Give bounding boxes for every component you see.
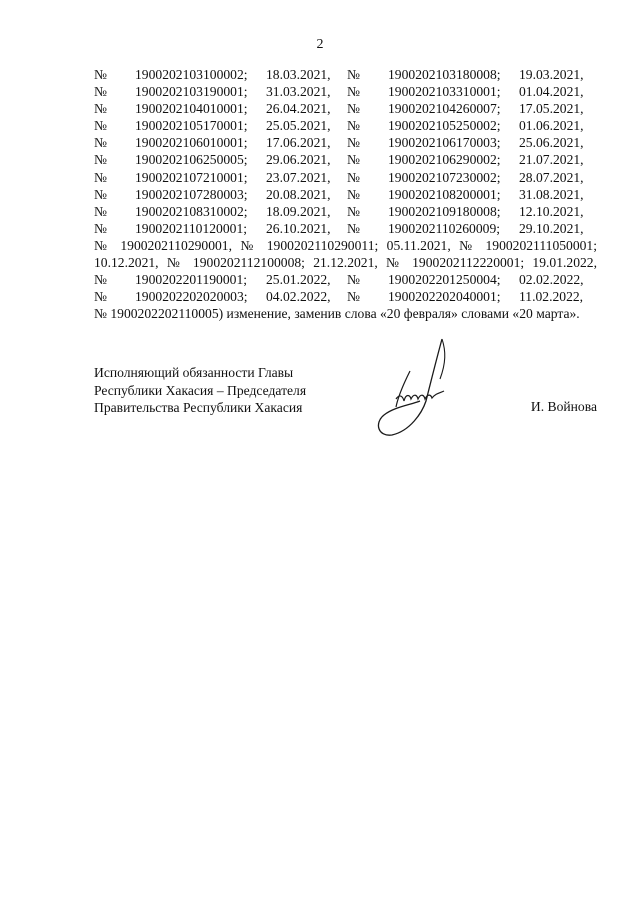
record-list	[94, 66, 597, 237]
text-line-12: 10.12.2021, № 1900202112100008; 21.12.2021, № 1900202112220001; 19.01.2022,	[94, 255, 597, 271]
record-row	[94, 220, 597, 237]
record-row	[94, 203, 597, 220]
record-number: 1900202201250004;	[388, 272, 501, 288]
signatory-line-1: Исполняющий обязанности Главы	[94, 365, 294, 380]
record-number: 1900202104260007;	[388, 101, 501, 117]
record-number: 1900202107210001;	[135, 169, 248, 185]
record-date: 31.03.2021,	[266, 84, 331, 100]
number-sign: №	[94, 118, 107, 134]
record-number: 1900202106290002;	[388, 152, 501, 168]
record-date: 18.03.2021,	[266, 67, 331, 82]
record-number: 1900202201190001;	[135, 272, 248, 288]
record-number: 1900202105170001;	[135, 118, 248, 134]
page-number: 2	[316, 37, 324, 52]
signatory-line-2: Республики Хакасия – Председателя	[94, 382, 307, 398]
number-sign: №	[347, 203, 360, 219]
record-number: 1900202106250005;	[135, 152, 248, 168]
record-number: 1900202104010001;	[135, 101, 248, 117]
record-row	[94, 100, 597, 117]
record-row	[94, 151, 597, 168]
number-sign: №	[94, 135, 107, 151]
number-sign: №	[347, 118, 360, 134]
number-sign: №	[347, 67, 360, 82]
record-number: 1900202106010001;	[135, 135, 248, 151]
record-number: 1900202103310001;	[388, 84, 501, 100]
record-date: 18.09.2021,	[266, 203, 331, 219]
number-sign: №	[94, 220, 107, 236]
record-number: 1900202107230002;	[388, 169, 501, 185]
record-date: 29.10.2021,	[519, 220, 584, 236]
record-row	[94, 288, 597, 305]
number-sign: №	[94, 84, 107, 100]
record-number: 1900202107280003;	[135, 186, 248, 202]
number-sign: №	[94, 67, 107, 82]
record-date: 11.02.2022,	[519, 289, 584, 305]
number-sign: №	[94, 186, 107, 202]
record-date: 25.01.2022,	[266, 272, 331, 288]
number-sign: №	[347, 186, 360, 202]
record-number: 1900202108310002;	[135, 203, 248, 219]
record-row	[94, 66, 597, 83]
number-sign: №	[94, 101, 107, 117]
record-number: 1900202202040001;	[388, 289, 501, 305]
record-date: 02.02.2022,	[519, 272, 584, 288]
number-sign: №	[347, 84, 360, 100]
signatory-name: И. Войнова	[530, 399, 597, 414]
signatory-title	[94, 364, 306, 417]
record-number: 1900202110120001;	[135, 220, 248, 236]
number-sign: №	[347, 272, 360, 288]
number-sign: №	[347, 289, 360, 305]
record-date: 19.03.2021,	[519, 67, 584, 82]
record-row	[94, 134, 597, 151]
number-sign: №	[94, 289, 107, 305]
text-line-11: № 1900202110290001, № 1900202110290011; 05.11.2021, № 1900202111050001;	[94, 237, 597, 253]
signatory-line-3: Правительства Республики Хакасия	[94, 400, 303, 415]
record-date: 20.08.2021,	[266, 186, 331, 202]
record-date: 17.05.2021,	[519, 101, 584, 117]
record-date: 17.06.2021,	[266, 135, 331, 151]
record-date: 01.04.2021,	[519, 84, 584, 100]
number-sign: №	[94, 169, 107, 185]
record-number: 1900202110260009;	[388, 220, 501, 236]
record-date: 21.07.2021,	[519, 152, 584, 168]
record-date: 26.04.2021,	[266, 101, 331, 117]
record-number: 1900202106170003;	[388, 135, 501, 151]
number-sign: №	[347, 152, 360, 168]
record-row	[94, 169, 597, 186]
record-date: 31.08.2021,	[519, 186, 584, 202]
number-sign: №	[347, 135, 360, 151]
record-row	[94, 186, 597, 203]
record-date: 29.06.2021,	[266, 152, 331, 168]
record-date: 23.07.2021,	[266, 169, 331, 185]
record-date: 25.05.2021,	[266, 118, 331, 134]
record-date: 28.07.2021,	[519, 169, 584, 185]
record-date: 25.06.2021,	[519, 135, 584, 151]
record-number: 1900202103180008;	[388, 67, 501, 82]
number-sign: №	[94, 272, 107, 288]
record-row	[94, 117, 597, 134]
record-number: 1900202105250002;	[388, 118, 501, 134]
record-row	[94, 271, 597, 288]
record-number: 1900202103190001;	[135, 84, 248, 100]
record-row	[94, 83, 597, 100]
record-date: 04.02.2022,	[266, 289, 331, 305]
number-sign: №	[347, 169, 360, 185]
record-date: 12.10.2021,	[519, 203, 584, 219]
record-number: 1900202103100002;	[135, 67, 248, 82]
record-date: 26.10.2021,	[266, 220, 331, 236]
record-number: 1900202108200001;	[388, 186, 501, 202]
record-date: 01.06.2021,	[519, 118, 584, 134]
number-sign: №	[347, 220, 360, 236]
number-sign: №	[94, 203, 107, 219]
number-sign: №	[94, 152, 107, 168]
record-list-2	[94, 271, 597, 305]
record-number: 1900202202020003;	[135, 289, 248, 305]
record-number: 1900202109180008;	[388, 203, 501, 219]
decision-text	[94, 66, 597, 322]
text-last-line: № 1900202202110005) изменение, заменив слова «20 февраля» словами «20 марта».	[94, 306, 580, 322]
number-sign: №	[347, 101, 360, 117]
handwritten-signature	[370, 335, 470, 440]
